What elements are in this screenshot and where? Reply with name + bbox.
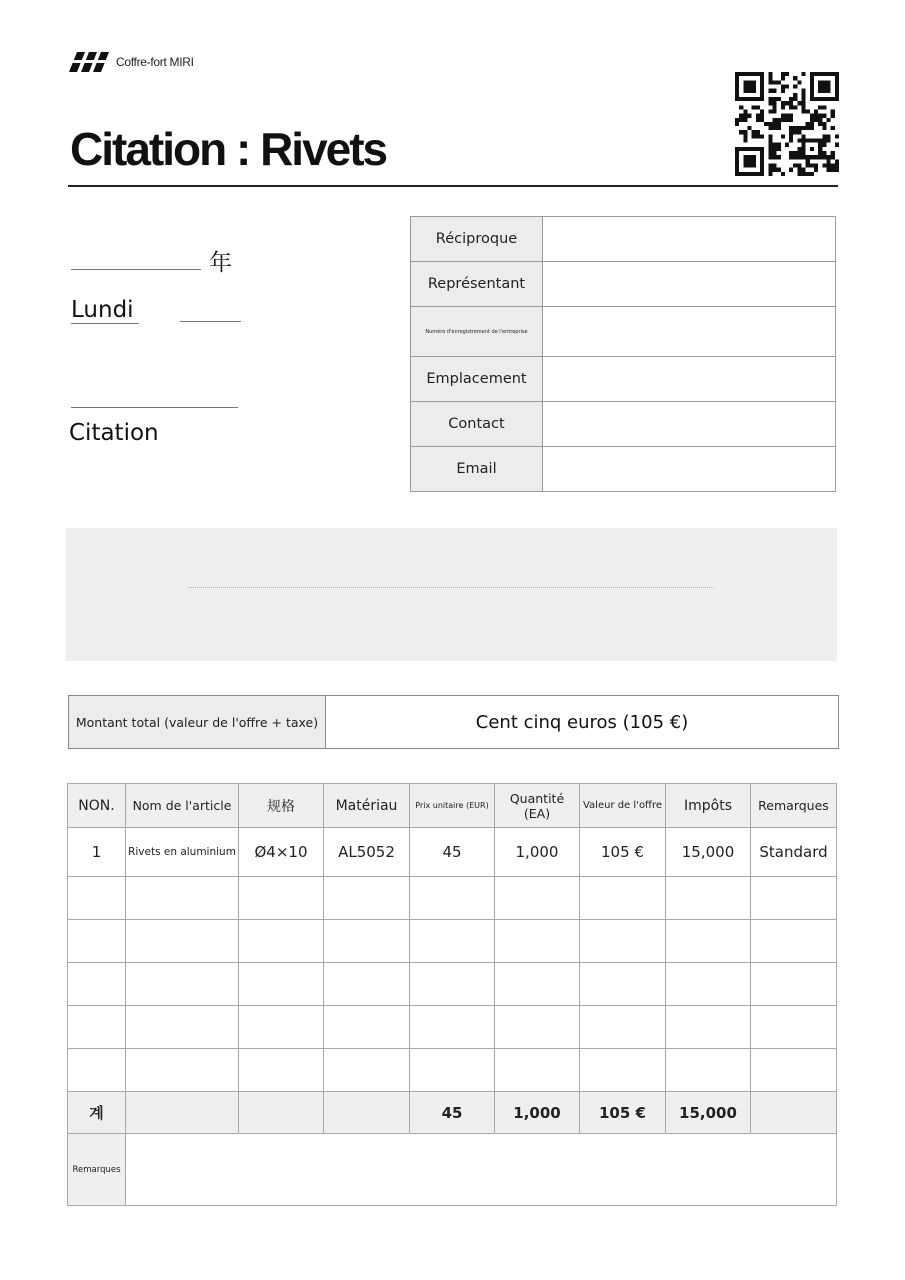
- day-blank-line: [180, 321, 241, 322]
- day-label: Lundi: [71, 297, 134, 323]
- col-header-quantity: Quantité (EA): [495, 784, 580, 828]
- info-label: Représentant: [411, 262, 543, 307]
- items-header-row: [68, 784, 837, 828]
- empty-table-row: [68, 877, 837, 920]
- remarks-label: Remarques: [68, 1134, 126, 1206]
- page-title: Citation : Rivets: [70, 123, 387, 175]
- cell-remarks: Standard: [751, 828, 837, 877]
- total-amount-table: [68, 695, 839, 749]
- col-header-name: Nom de l'article: [126, 784, 239, 828]
- col-header-spec: 规格: [239, 784, 324, 828]
- totals-taxes: 15,000: [666, 1092, 751, 1134]
- info-value-field[interactable]: [543, 402, 836, 447]
- info-row-email: [411, 447, 836, 492]
- info-value-field[interactable]: [543, 447, 836, 492]
- info-value-field[interactable]: [543, 307, 836, 357]
- day-underline: [71, 323, 139, 324]
- empty-table-row: [68, 963, 837, 1006]
- info-label: Numéro d'enregistrement de l'entreprise: [411, 307, 543, 357]
- info-label: Contact: [411, 402, 543, 447]
- col-header-offer-value: Valeur de l'offre: [580, 784, 666, 828]
- citation-blank-line: [71, 407, 238, 408]
- title-divider: [68, 185, 838, 187]
- totals-row: [68, 1092, 837, 1134]
- counterparty-info-table: [410, 216, 836, 492]
- cell-taxes: 15,000: [666, 828, 751, 877]
- info-row-emplacement: [411, 357, 836, 402]
- brand-name: Coffre-fort MIRI: [116, 55, 194, 69]
- cell-quantity: 1,000: [495, 828, 580, 877]
- total-amount-value: Cent cinq euros (105 €): [326, 696, 839, 749]
- cell-name: Rivets en aluminium: [126, 828, 239, 877]
- empty-table-row: [68, 920, 837, 963]
- col-header-no: NON.: [68, 784, 126, 828]
- col-header-remarks: Remarques: [751, 784, 837, 828]
- summary-banner: [66, 528, 837, 661]
- info-value-field[interactable]: [543, 357, 836, 402]
- totals-offer-value: 105 €: [580, 1092, 666, 1134]
- info-row-contact: [411, 402, 836, 447]
- info-value-field[interactable]: [543, 262, 836, 307]
- col-header-material: Matériau: [324, 784, 410, 828]
- totals-unit-price: 45: [410, 1092, 495, 1134]
- totals-quantity: 1,000: [495, 1092, 580, 1134]
- banner-dotted-line: [188, 587, 714, 588]
- remarks-field[interactable]: [126, 1134, 837, 1206]
- citation-label: Citation: [69, 420, 159, 446]
- totals-label: 계: [68, 1092, 126, 1134]
- year-blank-line: [71, 269, 201, 270]
- empty-table-row: [68, 1006, 837, 1049]
- info-label: Email: [411, 447, 543, 492]
- items-table: [67, 783, 837, 1206]
- remarks-row: [68, 1134, 837, 1206]
- info-value-field[interactable]: [543, 217, 836, 262]
- qr-code-icon: [735, 72, 839, 176]
- table-row: [68, 828, 837, 877]
- cell-offer-value: 105 €: [580, 828, 666, 877]
- year-label: 年: [209, 250, 232, 276]
- info-row-registration: [411, 307, 836, 357]
- empty-table-row: [68, 1049, 837, 1092]
- info-row-representant: [411, 262, 836, 307]
- total-amount-label: Montant total (valeur de l'offre + taxe): [69, 696, 326, 749]
- brand-logo-icon: [69, 52, 109, 72]
- info-label: Emplacement: [411, 357, 543, 402]
- cell-spec: Ø4×10: [239, 828, 324, 877]
- info-label: Réciproque: [411, 217, 543, 262]
- cell-no: 1: [68, 828, 126, 877]
- col-header-unit-price: Prix unitaire (EUR): [410, 784, 495, 828]
- col-header-taxes: Impôts: [666, 784, 751, 828]
- cell-material: AL5052: [324, 828, 410, 877]
- cell-unit-price: 45: [410, 828, 495, 877]
- info-row-reciproque: [411, 217, 836, 262]
